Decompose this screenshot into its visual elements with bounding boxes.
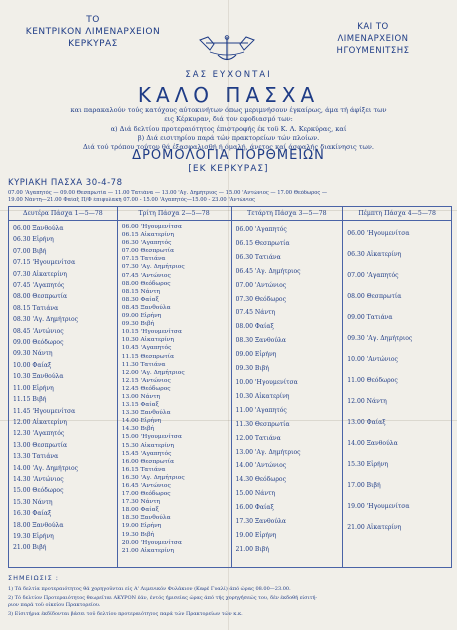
schedule-title: ΔΡΟΜΟΛΟΓΙΑ ΠΟΡΘΜΕΙΩΝ — [132, 148, 325, 163]
column-header: Δευτέρα Πάσχα 1—5—78 — [9, 207, 117, 221]
schedule-row: 16.00 Φαίαξ — [235, 504, 274, 512]
schedule-row: 19.30 Βιβή — [121, 531, 155, 538]
schedule-row: 12.30 'Αγαπητός — [13, 430, 65, 438]
schedule-row: 15.30 Νάντη — [13, 498, 53, 506]
schedule-row: 16.30 'Αγ. Δημήτριος — [121, 474, 185, 481]
note-line: ριον παρά τοϋ οίκείου Πρακτορείου. — [8, 602, 101, 608]
schedule-row: 06.30 'Αγαπητός — [121, 240, 172, 247]
schedule-row: 16.00 Θεσπρωτία — [121, 458, 175, 465]
notes-title: ΣΗΜΕΙΩΣΙΣ : — [8, 574, 59, 582]
schedule-row: 10.30 Αἰκατερίνη — [121, 337, 174, 344]
schedule-row: 19.00 Εἰρήνη — [235, 531, 277, 539]
schedule-row: 08.00 Θεσπρωτία — [13, 293, 68, 301]
schedule-row: 12.45 Θεόδωρος — [121, 385, 171, 392]
schedule-row: 08.15 Τατιάνα — [13, 304, 59, 312]
schedule-row: 12.00 Τατιάνα — [235, 434, 281, 442]
schedule-row: 10.30 Ξανθούλα — [13, 373, 64, 381]
schedule-row: 11.45 'Ηγουμενίτσα — [13, 407, 76, 415]
column-rows — [232, 221, 343, 557]
schedule-row: 07.15 Τατιάνα — [121, 256, 166, 263]
schedule-row: 09.00 Εἰρήνη — [235, 351, 277, 359]
schedule-row: 08.45 'Αντώνιος — [13, 327, 64, 335]
schedule-row: 09.30 Νάντη — [13, 350, 53, 358]
schedule-row: 08.30 Ξανθούλα — [235, 337, 287, 345]
schedule-row: 09.30 Βιβή — [121, 321, 155, 328]
schedule-row: 06.00 'Αγαπητός — [235, 226, 287, 233]
sunday-line: 19.00 Νάντη—21.00 Φαίαξ Π/Ф ἐπιφυλακή 07.00 - 15.00 'Αγαπητός—15.00 - 23.00 'Αντώνιος — [8, 197, 256, 203]
schedule-row: 20.00 'Ηγουμενίτσα — [121, 539, 182, 546]
schedule-row: 11.00 'Αγαπητός — [235, 406, 287, 414]
schedule-row: 07.45 'Αντώνιος — [121, 272, 171, 279]
schedule-row: 15.30 Εἰρήνη — [347, 461, 389, 468]
schedule-row: 07.00 'Αγαπητός — [347, 272, 399, 279]
schedule-row: 09.00 Θεόδωρος — [13, 339, 64, 347]
schedule-row: 06.00 Ξανθούλα — [13, 225, 64, 232]
schedule-row: 11.30 Θεσπρωτία — [235, 420, 290, 428]
schedule-row: 13.15 Φαίαξ — [121, 402, 159, 409]
schedule-row: 21.00 Βιβή — [235, 545, 269, 553]
schedule-row: 06.30 Εἰρήνη — [13, 236, 54, 244]
schedule-row: 11.00 Θεόδωρος — [347, 377, 398, 384]
schedule-row: 19.00 Εἰρήνη — [121, 523, 162, 530]
schedule-row: 09.30 'Αγ. Δημήτριος — [347, 335, 413, 342]
schedule-row: 07.30 Αἰκατερίνη — [13, 270, 67, 278]
header-right-line: ΛΙΜΕΝΑΡΧΕΙΟΝ — [337, 34, 409, 44]
schedule-row: 18.00 Φαίαξ — [121, 507, 159, 514]
schedule-row: 09.00 Εἰρήνη — [121, 313, 162, 320]
header-left-line: ΤΟ — [86, 15, 100, 25]
schedule-row: 06.30 Αἰκατερίνη — [347, 251, 402, 258]
schedule-row: 11.30 Τατιάνα — [121, 361, 166, 368]
sunday-heading: ΚΥΡΙΑΚΗ ΠΑΣΧΑ 30-4-78 — [8, 178, 123, 188]
column-header: Τρίτη Πάσχα 2—5—78 — [118, 207, 231, 221]
schedule-row: 16.45 'Αντώνιος — [121, 483, 171, 489]
header-right — [303, 21, 443, 57]
schedule-row: 06.15 Αἰκατερίνη — [121, 232, 174, 239]
schedule-row: 13.30 Ξανθούλα — [121, 410, 171, 417]
schedule-row: 17.00 Θεόδωρος — [121, 491, 171, 498]
schedule-row: 18.30 Ξανθούλα — [121, 515, 171, 522]
schedule-row: 16.30 Φαίαξ — [13, 510, 52, 518]
note-line: 3) Είσιτήρια έκδίδονται βάσει τοϋ δελτίου προτεραιότητος παρά τών Πρακτορείων τών κ.κ. — [8, 611, 243, 617]
header-right-line: ΚΑΙ ΤΟ — [357, 22, 389, 32]
intro-line: α) Διά δελτίου προτεραιότητος έπιστροφής έκ τοϋ Κ. Λ. Κερκύρας, καί — [110, 124, 347, 133]
schedule-row: 07.15 'Ηγουμενίτσα — [13, 259, 76, 267]
header-left — [18, 14, 168, 50]
schedule-row: 17.30 Ξανθούλα — [235, 518, 287, 526]
column-header: Πέμπτη Πάσχα 4—5—78 — [343, 207, 451, 221]
schedule-row: 07.30 Θεόδωρος — [235, 295, 287, 303]
schedule-row: 07.00 Βιβή — [13, 247, 47, 255]
day-column-monday — [9, 207, 118, 567]
schedule-row: 07.00 Θεσπρωτία — [121, 248, 175, 255]
schedule-table — [8, 206, 452, 568]
schedule-row: 14.00 'Αντώνιος — [235, 462, 287, 470]
schedule-row: 08.45 Ξανθούλα — [121, 304, 171, 311]
schedule-row: 21.00 Βιβή — [13, 544, 47, 552]
schedule-row: 14.00 'Αγ. Δημήτριος — [13, 464, 79, 472]
schedule-row: 06.30 Τατιάνα — [235, 253, 281, 261]
schedule-row: 15.00 Θεόδωρος — [13, 487, 64, 495]
schedule-row: 11.15 Θεσπρωτία — [121, 353, 175, 360]
paper-fold — [228, 0, 229, 630]
schedule-row: 07.30 'Αγ. Δημήτριος — [121, 264, 185, 271]
schedule-row: 13.00 Φαίαξ — [347, 419, 386, 426]
schedule-row: 14.30 Θεόδωρος — [235, 476, 287, 484]
schedule-row: 08.00 Θεσπρωτία — [347, 293, 402, 300]
schedule-row: 10.30 Αἰκατερίνη — [235, 392, 290, 400]
schedule-row: 10.00 'Ηγουμενίτσα — [235, 378, 298, 386]
schedule-row: 12.00 Νάντη — [347, 398, 387, 405]
schedule-row: 19.30 Εἰρήνη — [13, 532, 54, 540]
schedule-row: 08.30 'Αγ. Δημήτριος — [13, 316, 79, 324]
header-left-line: ΚΕΝΤΡΙΚΟΝ ΛΙΜΕΝΑΡΧΕΙΟΝ — [25, 27, 161, 37]
schedule-row: 21.00 Αἰκατερίνη — [347, 524, 402, 531]
schedule-row: 14.00 Ξανθούλα — [347, 440, 398, 447]
schedule-row: 11.15 Βιβή — [13, 396, 47, 404]
note-line: 2) Τό δελτίον Προτεραιότητος θεωρεϊται ΑΚΥΡΟΝ έάν, έντός ήμισείας ώρας άπό τής χορηγήσεώς του, δέν έκδοθή είσιτή- — [8, 595, 318, 601]
schedule-row: 18.00 Ξανθούλα — [13, 521, 64, 529]
schedule-row: 21.00 Αἰκατερίνη — [121, 547, 174, 554]
header-left-line: ΚΕΡΚΥΡΑΣ — [68, 39, 118, 49]
intro-line: και παρακαλούν τούς κατόχους αύτοκινήτων όπως μεριμνήσουν έγκαίρως, άμα τή άφίξει των — [70, 106, 387, 114]
day-column-tuesday — [118, 207, 232, 567]
intro-line: εις Κέρκυραν, διά τον εφοδιασμό των: — [164, 115, 293, 124]
schedule-row: 13.30 Τατιάνα — [13, 453, 59, 461]
schedule-row: 06.00 'Ηγουμενίτσα — [347, 230, 410, 237]
schedule-row: 08.00 Θεόδωρος — [121, 280, 171, 287]
schedule-row: 06.15 Θεσπρωτία — [235, 239, 290, 247]
day-column-wednesday — [232, 207, 344, 567]
column-header: Τετάρτη Πάσχα 3—5—78 — [232, 207, 343, 221]
schedule-row: 07.45 Νάντη — [235, 309, 276, 317]
schedule-row: 13.00 Θεσπρωτία — [13, 441, 68, 449]
schedule-row: 17.00 Βιβή — [347, 482, 381, 489]
schedule-row: 14.00 Εἰρήνη — [121, 418, 162, 425]
schedule-row: 08.00 Φαίαξ — [235, 323, 274, 331]
schedule-row: 07.45 'Αγαπητός — [13, 282, 65, 290]
schedule-row: 17.30 Νάντη — [121, 499, 160, 506]
schedule-row: 13.00 'Αγ. Δημήτριος — [235, 448, 301, 456]
wish-heading: ΣΑΣ ΕΥΧΟΝΤΑΙ — [185, 70, 272, 80]
schedule-row: 08.30 Φαίαξ — [121, 296, 159, 303]
schedule-row: 09.00 Τατιάνα — [347, 314, 393, 321]
sunday-line: 07.00 'Αγαπητός — 09.00 Θεσπρωτία — 11.00 Τατιάνα — 13.00 'Αγ. Δημήτριος — 15.00 'Αντώνιος — 17.00 Θεόδωρος — — [8, 190, 328, 196]
schedule-row: 10.00 'Αντώνιος — [347, 356, 398, 363]
column-rows — [343, 221, 451, 538]
intro-line: β) Διά εισιτηρίου παρά τών πρακτορείων τών πλοίων. — [137, 133, 320, 142]
column-rows — [118, 221, 231, 555]
schedule-subtitle: [ΕΚ ΚΕΡΚΥΡΑΣ] — [188, 164, 269, 174]
anchor-emblem-icon — [196, 34, 258, 64]
note-line: 1) Τά δελτία προτεραιότητος θά χορηγοϋνται είς Α' Λιμενικόν Φυλάκιον (Καφέ Γυαλί) άπό ώρας 08.00—23.00. — [8, 586, 291, 592]
schedule-row: 19.00 'Ηγουμενίτσα — [347, 503, 410, 510]
schedule-row: 15.45 'Αγαπητός — [121, 450, 172, 457]
schedule-row: 12.00 Αἰκατερίνη — [13, 418, 67, 426]
schedule-row: 16.15 Τατιάνα — [121, 466, 166, 473]
intro-line: Διά τού τρόπου τούτου θά έξασφαλισθή ή όμαλή, άνετος καί άσφαλής διακίνησις των. — [83, 143, 374, 152]
schedule-row: 10.15 'Ηγουμενίτσα — [121, 329, 182, 336]
schedule-row: 07.00 'Αντώνιος — [235, 281, 287, 289]
schedule-row: 10.00 Φαίαξ — [13, 361, 52, 369]
schedule-row: 12.15 'Αντώνιος — [121, 377, 171, 384]
easter-title: ΚΑΛΟ ΠΑΣΧΑ — [137, 83, 320, 107]
schedule-row: 10.45 'Αγαπητός — [121, 345, 172, 352]
day-column-thursday — [343, 207, 451, 567]
schedule-row: 15.00 'Ηγουμενίτσα — [121, 434, 182, 441]
schedule-row: 14.30 'Αντώνιος — [13, 475, 64, 483]
schedule-row: 08.15 Νάντη — [121, 288, 160, 295]
schedule-row: 06.00 'Ηγουμενίτσα — [121, 224, 182, 230]
column-rows — [9, 221, 117, 554]
schedule-row: 13.00 Νάντη — [121, 393, 160, 400]
schedule-row: 14.30 Βιβή — [121, 426, 155, 433]
schedule-row: 15.00 Νάντη — [235, 490, 276, 498]
schedule-row: 12.00 'Αγ. Δημήτριος — [121, 369, 185, 376]
schedule-row: 09.30 Βιβή — [235, 365, 269, 373]
schedule-row: 11.00 Εἰρήνη — [13, 384, 54, 392]
schedule-row: 15.30 Αἰκατερίνη — [121, 442, 174, 449]
schedule-row: 06.45 'Αγ. Δημήτριος — [235, 267, 301, 275]
header-right-line: ΗΓΟΥΜΕΝΙΤΣΗΣ — [336, 46, 410, 56]
